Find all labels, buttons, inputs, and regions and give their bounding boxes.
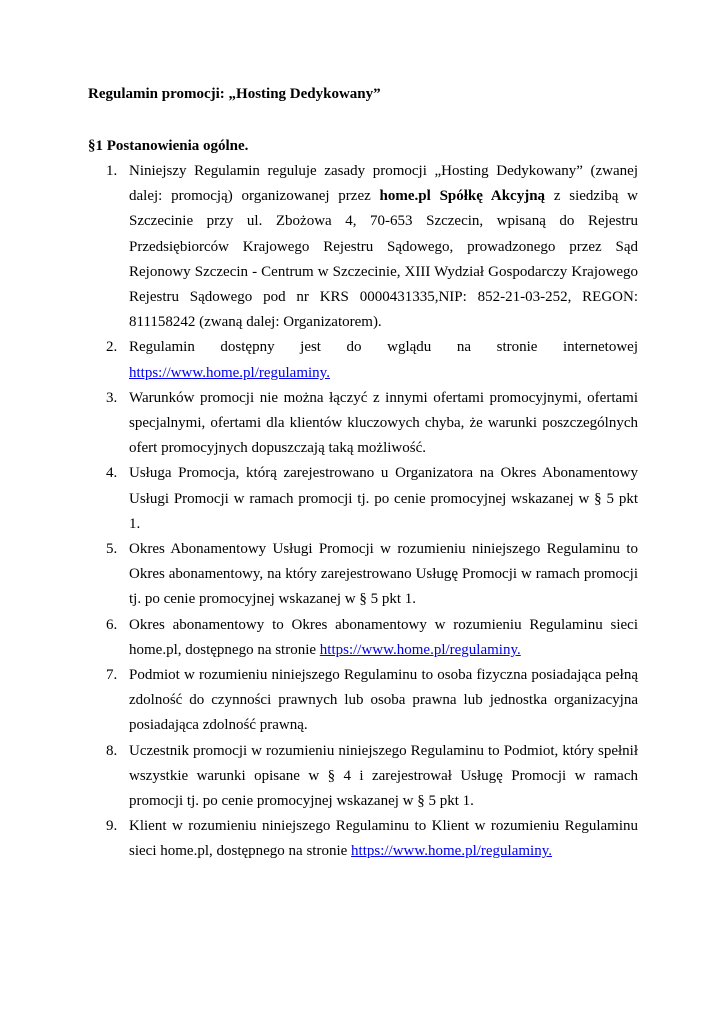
list-item bbox=[88, 814, 638, 864]
list-item-text: Podmiot w rozumieniu niniejszego Regulaminu to osoba fizyczna posiadająca pełną zdolność do czynności prawnych lub osoba prawna lub jednostka organizacyjna posiadająca zdolność prawną. bbox=[129, 667, 638, 734]
list-item bbox=[88, 537, 638, 613]
list-item-text bbox=[129, 613, 638, 663]
list-item-text-part: Niniejszy Regulamin reguluje zasady promocji „Hosting Dedykowany” (zwanej dalej: promocją) organizowanej przez bbox=[129, 163, 638, 205]
list-item-text: Okres Abonamentowy Usługi Promocji w rozumieniu niniejszego Regulaminu to Okres abonamentowy, na który zarejestrowano Usługę Promocji w ramach promocji tj. po cenie promocyjnej wskazanej w § 5 pkt 1. bbox=[129, 541, 638, 608]
list-item bbox=[88, 159, 638, 335]
regulations-link[interactable]: https://www.home.pl/regulaminy. bbox=[351, 843, 552, 860]
list-item-text-part: Klient w rozumieniu niniejszego Regulaminu to Klient w rozumieniu Regulaminu sieci home.pl, dostępnego na stronie bbox=[129, 818, 638, 860]
list-item-text: Uczestnik promocji w rozumieniu niniejszego Regulaminu to Podmiot, który spełnił wszystkie warunki opisane w § 4 i zarejestrował Usługę Promocji w ramach promocji tj. po cenie promocyjnej wskazanej w § 5 pkt 1. bbox=[129, 742, 638, 810]
list-item bbox=[88, 663, 638, 739]
list-item-text-part: Okres abonamentowy to Okres abonamentowy w rozumieniu Regulaminu sieci home.pl, dostępnego na stronie bbox=[129, 616, 638, 658]
document-title: Regulamin promocji: „Hosting Dedykowany” bbox=[88, 86, 381, 102]
list-item-text-part: z siedzibą w Szczecinie przy ul. Zbożowa 4, 70-653 Szczecin, wpisaną do Rejestru Przedsiębiorców Krajowego Rejestru Sądowego, prowadzonego przez Sąd Rejonowy Szczecin - Centrum w Szczecinie, XIII Wydział Gospodarczy Krajowego Rejestru Sądowego pod nr KRS 0000431335,NIP: 852-21-03-252, REGON: 811158242 (zwaną dalej: Organizatorem). bbox=[129, 188, 639, 331]
list-item-text: Warunków promocji nie można łączyć z innymi ofertami promocyjnymi, ofertami specjalnymi, ofertami dla klientów kluczowych chyba, że warunki poszczególnych ofert promocyjnych dopuszczają taką możliwość. bbox=[129, 389, 638, 457]
regulations-link[interactable]: https://www.home.pl/regulaminy. bbox=[319, 641, 521, 658]
list-item bbox=[88, 335, 638, 385]
list-item-number: 3. bbox=[106, 389, 118, 406]
list-item-number: 8. bbox=[106, 742, 118, 759]
list-item-number: 9. bbox=[106, 818, 118, 835]
list-item bbox=[88, 613, 638, 663]
list-item-text bbox=[129, 335, 638, 385]
list-item-number: 7. bbox=[106, 667, 118, 684]
regulations-link[interactable]: https://www.home.pl/regulaminy. bbox=[129, 364, 330, 381]
list-item-text-part: Regulamin dostępny jest do wglądu na stronie internetowej bbox=[129, 339, 638, 356]
list-item-text bbox=[129, 814, 638, 864]
list-item-number: 5. bbox=[106, 541, 118, 558]
list-item-number: 1. bbox=[106, 163, 118, 179]
company-name: home.pl Spółkę Akcyjną bbox=[379, 188, 546, 205]
list-item-number: 4. bbox=[106, 465, 118, 482]
list-item bbox=[88, 461, 638, 537]
section-heading: §1 Postanowienia ogólne. bbox=[88, 138, 249, 154]
list-item-text bbox=[129, 159, 638, 335]
list-item-text: Usługa Promocja, którą zarejestrowano u Organizatora na Okres Abonamentowy Usługi Promocji w ramach promocji tj. po cenie promocyjnej wskazanej w § 5 pkt 1. bbox=[129, 465, 638, 532]
list-item bbox=[88, 386, 638, 462]
list-item bbox=[88, 739, 638, 815]
list-item-number: 6. bbox=[106, 616, 118, 633]
rules-list bbox=[88, 159, 638, 865]
list-item-number: 2. bbox=[106, 339, 118, 356]
